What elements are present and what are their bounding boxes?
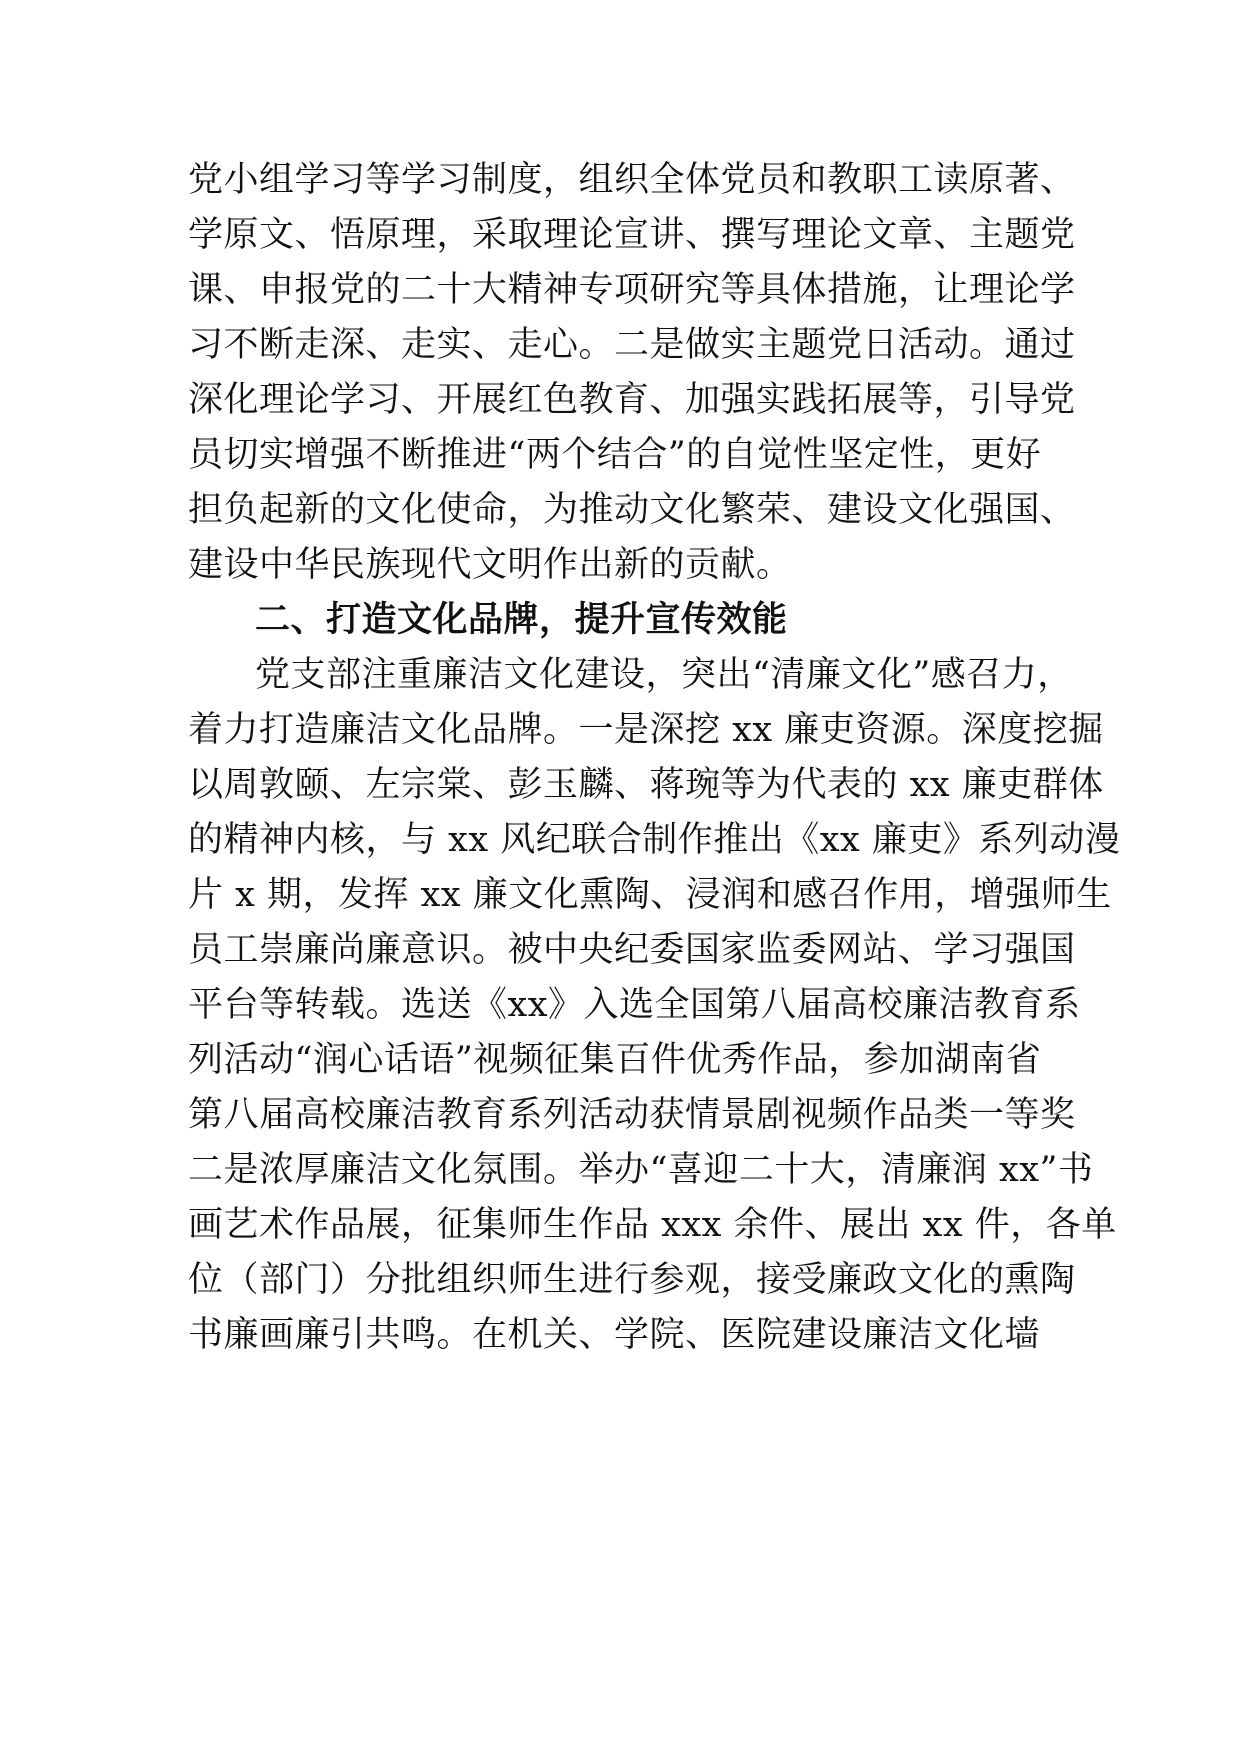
body-text-line: 的精神内核，与 xx 风纪联合制作推出《xx 廉吏》系列动漫 (188, 820, 1121, 860)
body-text-line: 以周敦颐、左宗棠、彭玉麟、蒋琬等为代表的 xx 廉吏群体 (188, 765, 1104, 805)
body-text-line: 位（部门）分批组织师生进行参观，接受廉政文化的熏陶 (188, 1260, 1076, 1300)
body-text-line: 学原文、悟原理，采取理论宣讲、撰写理论文章、主题党 (188, 215, 1076, 255)
body-text-line: 党小组学习等学习制度，组织全体党员和教职工读原著、 (188, 160, 1076, 200)
body-text-line: 担负起新的文化使命，为推动文化繁荣、建设文化强国、 (188, 490, 1076, 530)
paragraph-first-line: 党支部注重廉洁文化建设，突出“清廉文化”感召力， (255, 655, 1073, 695)
body-text-line: 列活动“润心话语”视频征集百件优秀作品，参加湖南省 (188, 1040, 1042, 1080)
body-text-line: 片 x 期，发挥 xx 廉文化熏陶、浸润和感召作用，增强师生 (188, 875, 1112, 915)
body-text-line: 课、申报党的二十大精神专项研究等具体措施，让理论学 (188, 270, 1076, 310)
body-text-line: 第八届高校廉洁教育系列活动获情景剧视频作品类一等奖 (188, 1095, 1076, 1135)
body-text-line: 建设中华民族现代文明作出新的贡献。 (188, 545, 792, 585)
body-text-line: 深化理论学习、开展红色教育、加强实践拓展等，引导党 (188, 380, 1076, 420)
body-text-line: 员切实增强不断推进“两个结合”的自觉性坚定性，更好 (188, 435, 1042, 475)
section-heading: 二、打造文化品牌，提升宣传效能 (255, 599, 788, 640)
body-text-line: 员工崇廉尚廉意识。被中央纪委国家监委网站、学习强国 (188, 930, 1076, 970)
body-text-line: 习不断走深、走实、走心。二是做实主题党日活动。通过 (188, 325, 1076, 365)
body-text-line: 平台等转载。选送《xx》入选全国第八届高校廉洁教育系 (188, 985, 1081, 1025)
body-text-line: 画艺术作品展，征集师生作品 xxx 余件、展出 xx 件，各单 (188, 1205, 1117, 1245)
body-text-line: 书廉画廉引共鸣。在机关、学院、医院建设廉洁文化墙 (188, 1315, 1041, 1355)
body-text-line: 着力打造廉洁文化品牌。一是深挖 xx 廉吏资源。深度挖掘 (188, 710, 1104, 750)
body-text-line: 二是浓厚廉洁文化氛围。举办“喜迎二十大，清廉润 xx”书 (188, 1150, 1094, 1190)
